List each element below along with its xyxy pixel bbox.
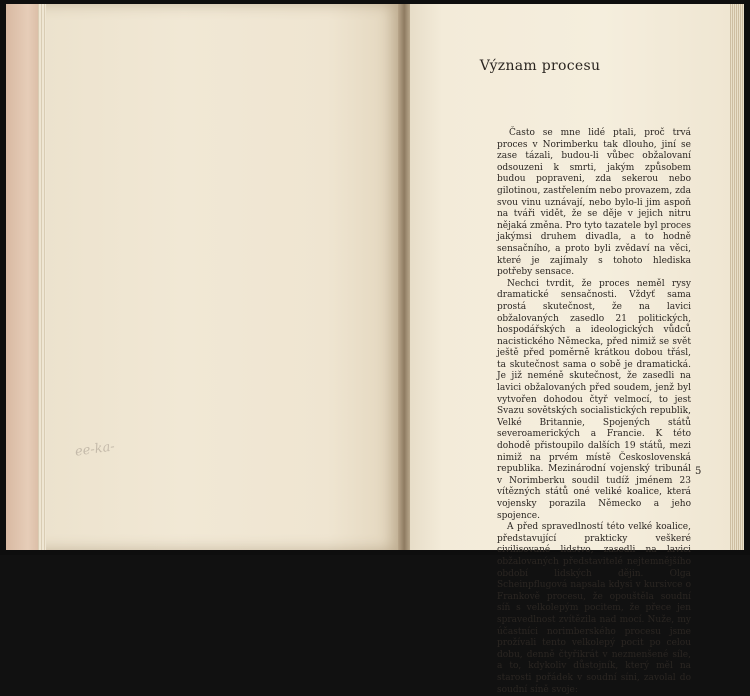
chapter-title: Význam procesu <box>479 58 601 74</box>
right-page-stack-edge <box>730 4 744 550</box>
page-stack-edge <box>38 4 46 550</box>
paragraph: A před spravedlností této velké koalice, představující prakticky veškeré civilisované lidstvo, zasedli na lavici obžalovaných představitelé nejtemnějšího období lidských dějin. Olga Scheinpflugová napsala kdysi v kursivce o Frankově procesu, že opouštěla soudní síň s velkolepým pocitem, že přece jen spravedlnost zvítězila nad mocí. Nuže, my účastníci norimberského procesu jsme prožívali tento velkolepý pocit po celou dobu, denně čtyřikrát v nezmenšené síle, a to, kdykoliv důstojník, který měl na starosti pořádek v soudní síni, zavolal do soudní síně svoje: <box>497 522 691 695</box>
pencil-mark: ee-ka- <box>74 439 116 460</box>
left-page-blank <box>38 4 400 550</box>
paragraph: Často se mne lidé ptali, proč trvá proces v Norimberku tak dlouho, jiní se zase tázali, budou-li vůbec obžalovaní odsouzeni k smrti, jakým způsobem budou popraveni, zda sekerou nebo gilotinou, zastřelením nebo provazem, zda svou vinu uznávají, nebo bylo-li jim aspoň na tváři vidět, že se děje v jejich nitru nějaká změna. Pro tyto tazatele byl proces jakýmsi druhem divadla, a to hodně sensačního, a proto byli zvědaví na věci, které je zajímaly s tohoto hlediska potřeby sensace. <box>497 128 691 278</box>
page-number: 5 <box>695 466 702 477</box>
paragraph: Nechci tvrdit, že proces neměl rysy dramatické sensačnosti. Vždyť sama prostá skutečnost, že na lavici obžalovaných zasedlo 21 politických, hospodářských a ideologických vůdců nacistického Německa, před nimiž se svět ještě před poměrně krátkou dobou třásl, ta skutečnost sama o sobě je dramatická. Je již neméně skutečnost, že zasedli na lavici obžalovaných před soudem, jenž byl vytvořen dohodou čtyř velmocí, to jest Svazu sovětských socialistických republik, Velké Britannie, Spojených států severoamerických a Francie. K této dohodě přistoupilo dalších 19 států, mezi nimiž na prvém místě Československá republika. Mezinárodní vojenský tribunál v Norimberku soudil tudíž jménem 23 vítězných států oné veliké koalice, která vojensky porazila Německo a jeho spojence. <box>497 278 691 521</box>
body-text <box>497 128 691 696</box>
